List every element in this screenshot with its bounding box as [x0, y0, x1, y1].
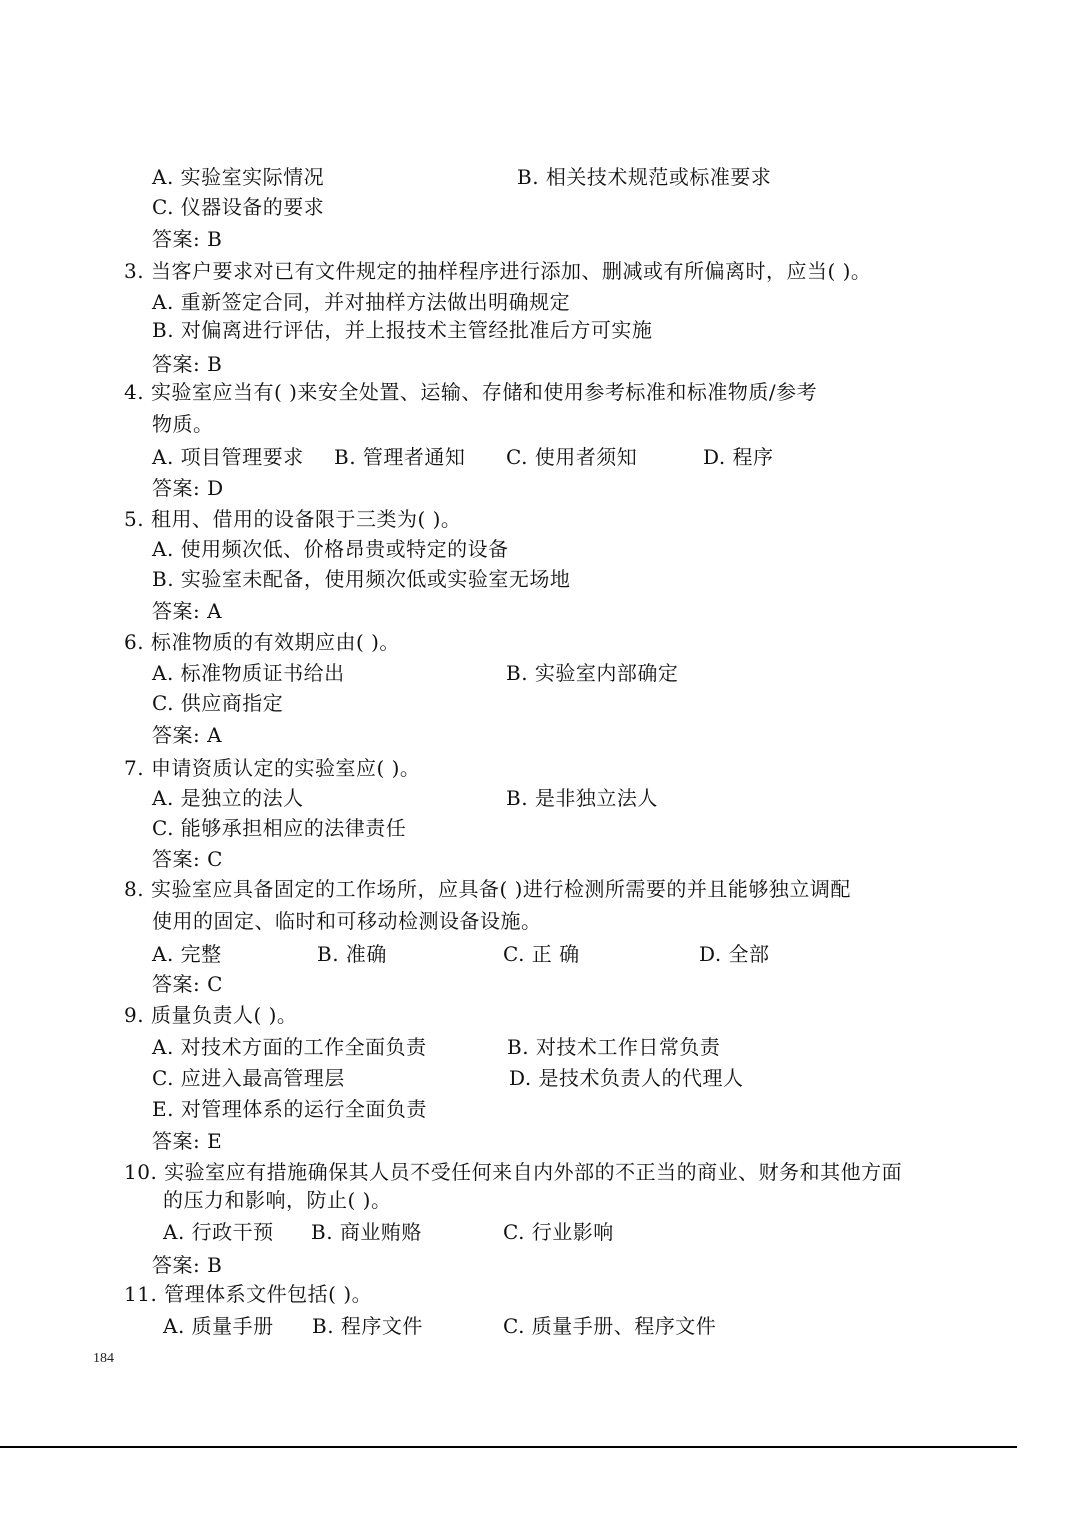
q3-option-b: B. 对偏离进行评估，并上报技术主管经批准后方可实施: [152, 318, 653, 342]
q9-option-a: A. 对技术方面的工作全面负责: [152, 1035, 427, 1059]
q6-answer: 答案: A: [152, 723, 223, 747]
q4-option-a: A. 项目管理要求: [152, 445, 304, 469]
q3-stem: 3. 当客户要求对已有文件规定的抽样程序进行添加、删减或有所偏离时，应当( )。: [124, 259, 872, 283]
q6-option-a: A. 标准物质证书给出: [152, 661, 345, 685]
q4-option-d: D. 程序: [703, 445, 774, 469]
q8-answer: 答案: C: [152, 972, 223, 996]
q10-option-b: B. 商业贿赂: [311, 1220, 422, 1244]
q8-stem: 8. 实验室应具备固定的工作场所，应具备( )进行检测所需要的并且能够独立调配: [124, 877, 851, 901]
bottom-rule: [0, 1446, 1017, 1448]
q8-stem-cont: 使用的固定、临时和可移动检测设备设施。: [152, 909, 542, 933]
page-number: 184: [93, 1351, 114, 1366]
q8-option-b: B. 准确: [317, 942, 387, 966]
q5-option-a: A. 使用频次低、价格昂贵或特定的设备: [152, 537, 509, 561]
q7-option-c: C. 能够承担相应的法律责任: [152, 816, 407, 840]
q11-stem: 11. 管理体系文件包括( )。: [124, 1282, 373, 1306]
q11-option-a: A. 质量手册: [163, 1314, 274, 1338]
q4-stem-cont: 物质。: [152, 412, 214, 436]
q10-stem: 10. 实验室应有措施确保其人员不受任何来自内外部的不正当的商业、财务和其他方面: [124, 1160, 903, 1184]
q10-answer: 答案: B: [152, 1253, 223, 1277]
q5-stem: 5. 租用、借用的设备限于三类为( )。: [124, 507, 462, 531]
q7-stem: 7. 申请资质认定的实验室应( )。: [124, 756, 421, 780]
q6-stem: 6. 标准物质的有效期应由( )。: [124, 630, 400, 654]
q2-option-a: A. 实验室实际情况: [152, 165, 325, 189]
q9-answer: 答案: E: [152, 1129, 223, 1153]
q7-option-b: B. 是非独立法人: [506, 786, 658, 810]
q4-option-c: C. 使用者须知: [506, 445, 638, 469]
q6-option-b: B. 实验室内部确定: [506, 661, 679, 685]
q4-stem: 4. 实验室应当有( )来安全处置、运输、存储和使用参考标准和标准物质/参考: [124, 380, 818, 404]
q9-option-e: E. 对管理体系的运行全面负责: [152, 1097, 427, 1121]
q8-option-c: C. 正 确: [503, 942, 580, 966]
q8-option-a: A. 完整: [152, 942, 222, 966]
q11-option-c: C. 质量手册、程序文件: [503, 1314, 717, 1338]
q7-option-a: A. 是独立的法人: [152, 786, 304, 810]
q7-answer: 答案: C: [152, 847, 223, 871]
q10-stem-cont: 的压力和影响，防止( )。: [163, 1188, 392, 1212]
q3-option-a: A. 重新签定合同，并对抽样方法做出明确规定: [152, 290, 571, 314]
q3-answer: 答案: B: [152, 352, 223, 376]
q5-option-b: B. 实验室未配备，使用频次低或实验室无场地: [152, 567, 571, 591]
q2-option-b: B. 相关技术规范或标准要求: [517, 165, 772, 189]
q10-option-c: C. 行业影响: [503, 1220, 614, 1244]
q9-option-d: D. 是技术负责人的代理人: [509, 1066, 744, 1090]
q2-answer: 答案: B: [152, 227, 223, 251]
q10-option-a: A. 行政干预: [163, 1220, 274, 1244]
q4-answer: 答案: D: [152, 476, 224, 500]
q11-option-b: B. 程序文件: [312, 1314, 423, 1338]
q9-option-b: B. 对技术工作日常负责: [507, 1035, 721, 1059]
q6-option-c: C. 供应商指定: [152, 691, 284, 715]
q8-option-d: D. 全部: [699, 942, 770, 966]
q2-option-c: C. 仪器设备的要求: [152, 195, 325, 219]
q4-option-b: B. 管理者通知: [334, 445, 466, 469]
q5-answer: 答案: A: [152, 599, 223, 623]
q9-stem: 9. 质量负责人( )。: [124, 1003, 298, 1027]
q9-option-c: C. 应进入最高管理层: [152, 1066, 345, 1090]
